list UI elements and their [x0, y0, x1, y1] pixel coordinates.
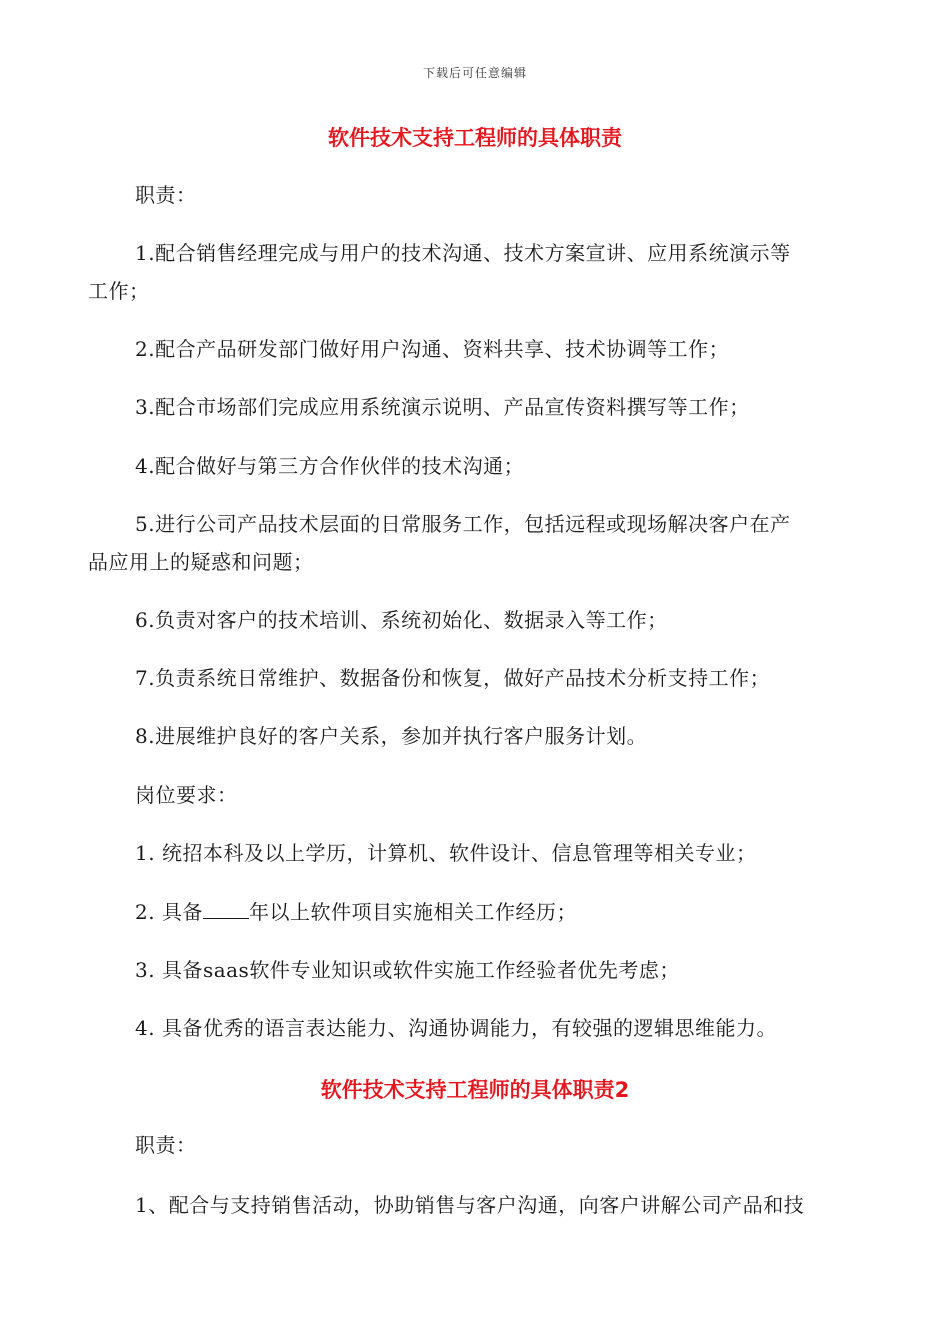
duty-item-1-line1: 1.配合销售经理完成与用户的技术沟通、技术方案宣讲、应用系统演示等 [135, 241, 791, 265]
duty-item-8: 8.进展维护良好的客户关系，参加并执行客户服务计划。 [135, 724, 648, 748]
section-2-duty-item-1: 1、配合与支持销售活动，协助销售与客户沟通，向客户讲解公司产品和技 [135, 1193, 805, 1217]
header-note: 下载后可任意编辑 [422, 66, 527, 80]
duty-item-5-line2: 品应用上的疑惑和问题； [88, 550, 314, 574]
requirement-item-1: 1. 统招本科及以上学历，计算机、软件设计、信息管理等相关专业； [135, 841, 757, 865]
duty-item-5-line1: 5.进行公司产品技术层面的日常服务工作，包括远程或现场解决客户在产 [135, 512, 791, 536]
duty-item-3: 3.配合市场部们完成应用系统演示说明、产品宣传资料撰写等工作； [135, 395, 750, 419]
section-2-duties-label: 职责： [135, 1133, 197, 1157]
requirements-label: 岗位要求： [135, 783, 238, 807]
requirement-item-2-suffix: 年以上软件项目实施相关工作经历； [248, 900, 577, 924]
duties-label: 职责： [135, 183, 197, 207]
fill-in-blank [203, 898, 249, 919]
requirement-item-2-prefix: 2. 具备 [135, 900, 203, 924]
document-title: 软件技术支持工程师的具体职责 [328, 126, 622, 150]
duty-item-7: 7.负责系统日常维护、数据备份和恢复，做好产品技术分析支持工作； [135, 666, 771, 690]
duty-item-4: 4.配合做好与第三方合作伙伴的技术沟通； [135, 454, 525, 478]
requirement-item-2 [135, 893, 577, 931]
requirement-item-3: 3. 具备saas软件专业知识或软件实施工作经验者优先考虑； [135, 958, 680, 982]
duty-item-1-line2: 工作； [88, 279, 150, 303]
section-2-title: 软件技术支持工程师的具体职责2 [320, 1078, 630, 1102]
requirement-item-4: 4. 具备优秀的语言表达能力、沟通协调能力，有较强的逻辑思维能力。 [135, 1016, 777, 1040]
duty-item-2: 2.配合产品研发部门做好用户沟通、资料共享、技术协调等工作； [135, 337, 730, 361]
duty-item-6: 6.负责对客户的技术培训、系统初始化、数据录入等工作； [135, 608, 668, 632]
